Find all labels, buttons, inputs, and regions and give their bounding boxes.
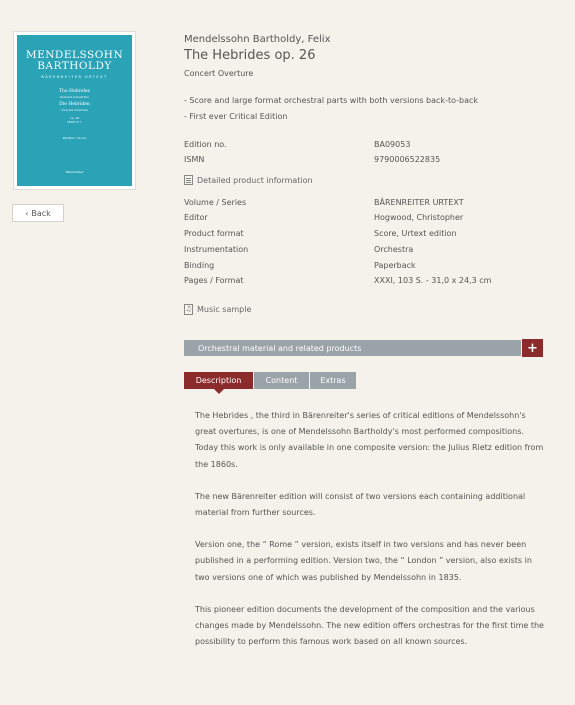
cover-catalogue: MWV P 7	[67, 120, 82, 124]
spec-value[interactable]: BÄRENREITER URTEXT	[374, 198, 464, 207]
cover-subtitle-1: Konzert-Ouvertüre	[60, 95, 89, 99]
product-subtitle: Concert Overture	[184, 69, 254, 78]
detailed-info-link[interactable]	[184, 175, 313, 185]
tab-extras[interactable]: Extras	[310, 372, 356, 389]
cover-composer-line1: MENDELSSOHN	[25, 49, 124, 61]
description-paragraph: The new Bärenreiter edition will consist of two versions each containing additional material from further sources.	[195, 491, 526, 518]
spec-label: Instrumentation	[184, 245, 249, 254]
music-sample-label: Music sample	[197, 305, 252, 314]
tab-content[interactable]: Content	[254, 372, 309, 389]
cover-publisher: Bärenreiter	[65, 170, 84, 174]
cover-title-2: Die Hebriden	[59, 102, 90, 107]
cover-subtitle-2: Concert Overture	[61, 108, 88, 112]
back-button-label: Back	[31, 208, 51, 218]
description-paragraph: Version one, the “ Rome ” version, exists itself in two versions and has never been published in a performing edition. Version two, the “ London ” version, also exists in two versions one of which was published by Mendelssohn in 1835.	[195, 540, 532, 582]
cover-series: BÄRENREITER URTEXT	[41, 75, 108, 79]
back-button[interactable]	[12, 204, 64, 222]
product-cover-image[interactable]	[13, 31, 136, 190]
cover-composer-line2: BARTHOLDY	[37, 60, 112, 72]
tab-description[interactable]: Description	[184, 372, 253, 389]
ismn-label: ISMN	[184, 155, 205, 164]
expand-plus-button[interactable]	[522, 339, 543, 357]
chevron-left-icon: ‹	[25, 208, 29, 218]
spec-value[interactable]: Hogwood, Christopher	[374, 213, 464, 222]
spec-value: XXXI, 103 S. - 31,0 x 24,3 cm	[374, 276, 492, 285]
spec-label: Volume / Series	[184, 198, 247, 207]
spec-value: Score, Urtext edition	[374, 229, 457, 238]
cover-art	[17, 35, 132, 186]
cover-title-1: The Hebrides	[59, 89, 90, 94]
plus-icon: +	[527, 340, 538, 356]
product-bullet: - Score and large format orchestral parts with both versions back-to-back	[184, 96, 479, 105]
spec-label: Product format	[184, 229, 244, 238]
document-icon	[184, 175, 193, 185]
spec-value: Orchestra	[374, 245, 414, 254]
product-title: The Hebrides op. 26	[184, 48, 316, 63]
product-bullet: - First ever Critical Edition	[184, 112, 288, 121]
spec-value: Paperback	[374, 261, 416, 270]
spec-label: Editor	[184, 213, 208, 222]
product-tabs	[184, 372, 356, 389]
description-panel	[195, 408, 545, 666]
accordion-label: Orchestral material and related products	[198, 343, 362, 353]
edition-label: Edition no.	[184, 140, 227, 149]
edition-value: BA09053	[374, 140, 411, 149]
orchestral-material-accordion[interactable]	[184, 340, 521, 356]
cover-opus: op. 26	[69, 116, 80, 120]
cover-format: Partitur / Score	[62, 136, 87, 140]
detailed-info-label: Detailed product information	[197, 175, 313, 185]
music-note-icon: ♫	[185, 305, 192, 313]
description-paragraph: This pioneer edition documents the development of the composition and the various changes made by Mendelssohn. The new edition offers orchestras for the first time the possibility to perform this famous work based on all known sources.	[195, 604, 544, 647]
spec-label: Pages / Format	[184, 276, 244, 285]
product-composer[interactable]: Mendelssohn Bartholdy, Felix	[184, 34, 331, 45]
music-sample-link[interactable]	[184, 304, 251, 315]
description-paragraph: The Hebrides , the third in Bärenreiter's series of critical editions of Mendelssohn's great overtures, is one of Mendelssohn Bartholdy's most performed compositions. Today this work is only available in one composite version: the Julius Rietz edition from the 1860s.	[195, 411, 544, 469]
ismn-value: 9790006522835	[374, 155, 441, 164]
spec-label: Binding	[184, 261, 215, 270]
